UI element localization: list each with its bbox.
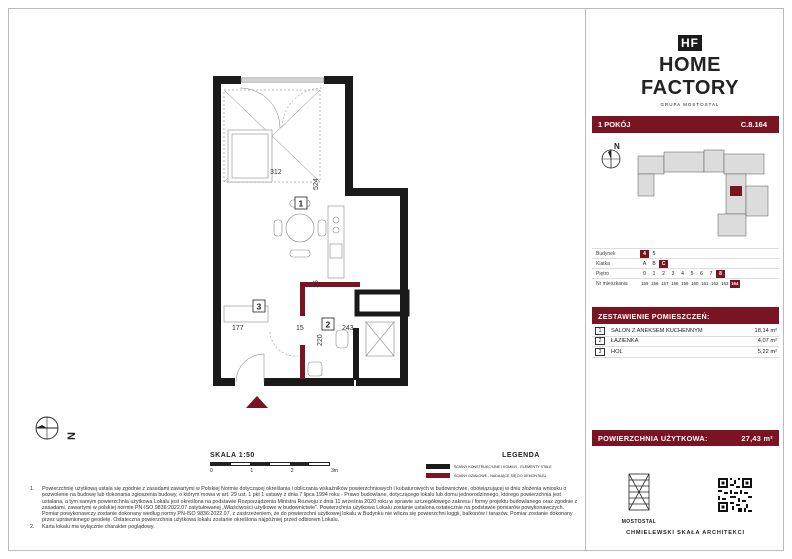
unit-number-cell: 155 <box>641 280 649 286</box>
unit-code: C.8.164 <box>740 120 767 129</box>
mostostal-tower-icon <box>621 472 657 512</box>
scale-bar <box>210 462 330 466</box>
info-values <box>640 249 779 259</box>
unit-number-cell: 160 <box>691 280 699 286</box>
wall-right-upper <box>345 76 353 194</box>
info-row-floor <box>592 269 779 279</box>
entrance-arrow-icon <box>246 396 268 408</box>
highlighted-unit <box>730 186 742 196</box>
room-label-2: 2 <box>325 319 331 330</box>
architects-footer: CHMIELEWSKI SKAŁA ARCHITEKCI <box>626 530 745 536</box>
wall-step <box>345 188 407 196</box>
floor-cell: 4 <box>681 270 684 277</box>
dim-15-vertical: 15 <box>313 280 320 288</box>
footnote-number: 1. <box>30 486 35 492</box>
unit-number-cell: 162 <box>711 280 719 286</box>
room-number: 2 <box>595 337 605 345</box>
legend-item <box>426 473 586 478</box>
usable-area-label: POWIERZCHNIA UŻYTKOWA: <box>598 433 708 443</box>
legend-title: LEGENDA <box>502 452 540 459</box>
floor-cell: 8 <box>716 270 725 278</box>
legend-text: ŚCIANY KONSTRUKCYJNE I KOMINY - ELEMENTY STAŁE <box>454 464 552 469</box>
wall-top-left <box>213 76 241 84</box>
room-row <box>592 337 779 348</box>
partition-top <box>300 282 360 287</box>
dim-177: 177 <box>232 325 244 332</box>
usable-area-bar <box>592 430 779 446</box>
home-factory-logo <box>610 34 770 107</box>
scale-bar-block <box>210 452 350 474</box>
wall-bottom-left <box>213 378 235 386</box>
info-row-staircase <box>592 259 779 269</box>
building-cell: 5 <box>652 250 656 257</box>
legend-swatch-structural <box>426 464 450 469</box>
staircase-cell: C <box>659 260 668 268</box>
rooms-list <box>592 326 779 358</box>
usable-area-value: 27,43 m² <box>741 433 773 443</box>
key-plan <box>600 138 780 240</box>
info-label: Piętro <box>592 269 640 279</box>
floor-cell: 3 <box>671 270 675 277</box>
scale-ticks <box>210 468 338 474</box>
dim-312: 312 <box>270 169 282 176</box>
legend-item <box>426 464 586 469</box>
unit-number-cell: 164 <box>731 280 739 286</box>
wall-bottom-mid <box>264 378 354 386</box>
room-row <box>592 347 779 358</box>
staircase-cell: B <box>652 260 656 267</box>
logo-mark: HF <box>678 35 702 51</box>
room-name: HOL <box>611 348 623 355</box>
compass-icon <box>600 148 622 170</box>
unit-number-cell: 163 <box>721 280 729 286</box>
dim-220: 220 <box>317 334 324 346</box>
scale-tick: 0 <box>210 468 213 474</box>
dim-15-horizontal: 15 <box>296 325 304 332</box>
scale-tick: 1 <box>250 468 254 474</box>
building-footprint <box>634 146 774 240</box>
unit-info-table <box>592 248 779 289</box>
partition-vertical <box>300 282 305 316</box>
room-label-3: 3 <box>256 301 262 312</box>
info-row-building <box>592 249 779 259</box>
footnote-text: Karta lokalu ma wyłącznie charakter poglądowy. <box>42 523 155 530</box>
footnote-number: 2. <box>30 523 35 530</box>
floor-cell: 0 <box>643 270 646 277</box>
scale-tick: 3m <box>331 468 338 474</box>
dim-243: 243 <box>342 325 354 332</box>
footnote <box>20 486 580 524</box>
info-values <box>640 259 779 269</box>
mostostal-logo <box>617 472 661 525</box>
logo-name: HOME FACTORY <box>641 54 739 99</box>
unit-number-cell: 157 <box>661 280 669 286</box>
legend <box>426 452 586 482</box>
room-area: 18,14 m² <box>754 327 777 334</box>
floor-cell: 2 <box>662 270 665 277</box>
floor-cell: 1 <box>652 270 656 277</box>
scale-title: SKALA 1:50 <box>210 452 255 459</box>
wall-right-lower <box>400 188 408 386</box>
unit-number-cell: 161 <box>701 280 709 286</box>
footnote <box>20 524 580 530</box>
room-area: 4,07 m² <box>757 338 777 345</box>
wall-left <box>213 76 221 386</box>
rooms-count-label: 1 POKÓJ <box>598 120 631 129</box>
dim-524: 524 <box>313 178 320 190</box>
room-number: 1 <box>595 327 605 335</box>
floor-cell: 6 <box>700 270 703 277</box>
footnote-text: Powierzchnię użytkową ustala się zgodnie z zasadami zawartymi w Polskiej Normie dotyczącej określania i obliczania wskaźników powierzchniowych i kubaturowych w budownictwie, obowiązującej w dniu złożenia wniosku o pozwolenie na budowę lub dokonania zgłoszenia budowy, o którym mowa w art. 29 ust. 1 pkt 1 ustawy z dnia 7 lipca 1994 roku - Prawo budowlane, dotyczącego lokalu lub domu jednorodzinnego, którego powierzchnia jest ustalana, a tym samym powierzchnia użytkowa Lokalu jest określona na podstawie Rozporządzenia Ministra Rozwoju z dnia 11 września 2020 roku w sprawie szczegółowego zakresu i formy projektu budowlanego oraz zgodnie z zasadami, zawartymi w polskiej normie PN-ISO 9836:2022.07 zatytułowanej „Właściwości użytkowe w budownictwie". Powierzchnia użytkowa Lokalu zostanie ustalona ostatecznie na podstawie pomiarów powykonawczych. Pomiar powykonawczy zostanie dokonany według normy PN-ISO 9836:2022.07, z zastrzeżeniem, że do powierzchni użytkowej lokalu w Budynku nie wlicza się powierzchni loggii, balkonów i tarasów. Pomiar zostanie dokonany przez uprawnionego geodetę. Ostateczna powierzchnia użytkowa lokalu zostanie określona najpóźniej przed odbiorem Lokalu. <box>42 486 578 524</box>
info-values <box>640 279 779 289</box>
unit-number-cell: 156 <box>651 280 659 286</box>
room-row <box>592 326 779 337</box>
room-area: 5,22 m² <box>757 348 777 355</box>
legend-swatch-partition <box>426 473 450 478</box>
floor-cell: 7 <box>709 270 713 277</box>
qr-code-icon <box>718 478 752 512</box>
floor-cell: 5 <box>690 270 694 277</box>
scale-tick: 2 <box>290 468 294 474</box>
unit-header-bar <box>592 116 779 133</box>
room-name: SALON Z ANEKSEM KUCHENNYM <box>611 327 703 334</box>
unit-number-cell: 159 <box>681 280 689 286</box>
building-cell: 4 <box>640 250 649 258</box>
mostostal-label: MOSTOSTAL <box>621 519 657 525</box>
staircase-cell: A <box>642 260 647 267</box>
info-label: Klatka <box>592 259 640 269</box>
footnotes <box>20 486 580 530</box>
info-values <box>640 269 779 279</box>
unit-number-cell: 158 <box>671 280 679 286</box>
legend-text: ŚCIANY DZIAŁOWE - NADAJĄCE SIĘ DO DEMONTAŻU <box>454 473 547 478</box>
info-label: Nr mieszkania <box>592 279 640 289</box>
compass-icon <box>34 415 60 441</box>
info-row-unit-number <box>592 279 779 289</box>
keyplan-north-letter: N <box>614 142 620 151</box>
room-name: ŁAZIENKA <box>611 338 639 345</box>
logo-subtitle: GRUPA MOSTOSTAL <box>660 102 720 107</box>
room-number: 3 <box>595 348 605 356</box>
rooms-header: ZESTAWIENIE POMIESZCZEŃ: <box>592 307 779 324</box>
room-label-1: 1 <box>298 198 304 209</box>
floor-plan <box>150 60 450 420</box>
north-letter: N <box>65 432 78 440</box>
wall-bottom-right <box>356 378 408 386</box>
info-label: Budynek <box>592 249 640 259</box>
